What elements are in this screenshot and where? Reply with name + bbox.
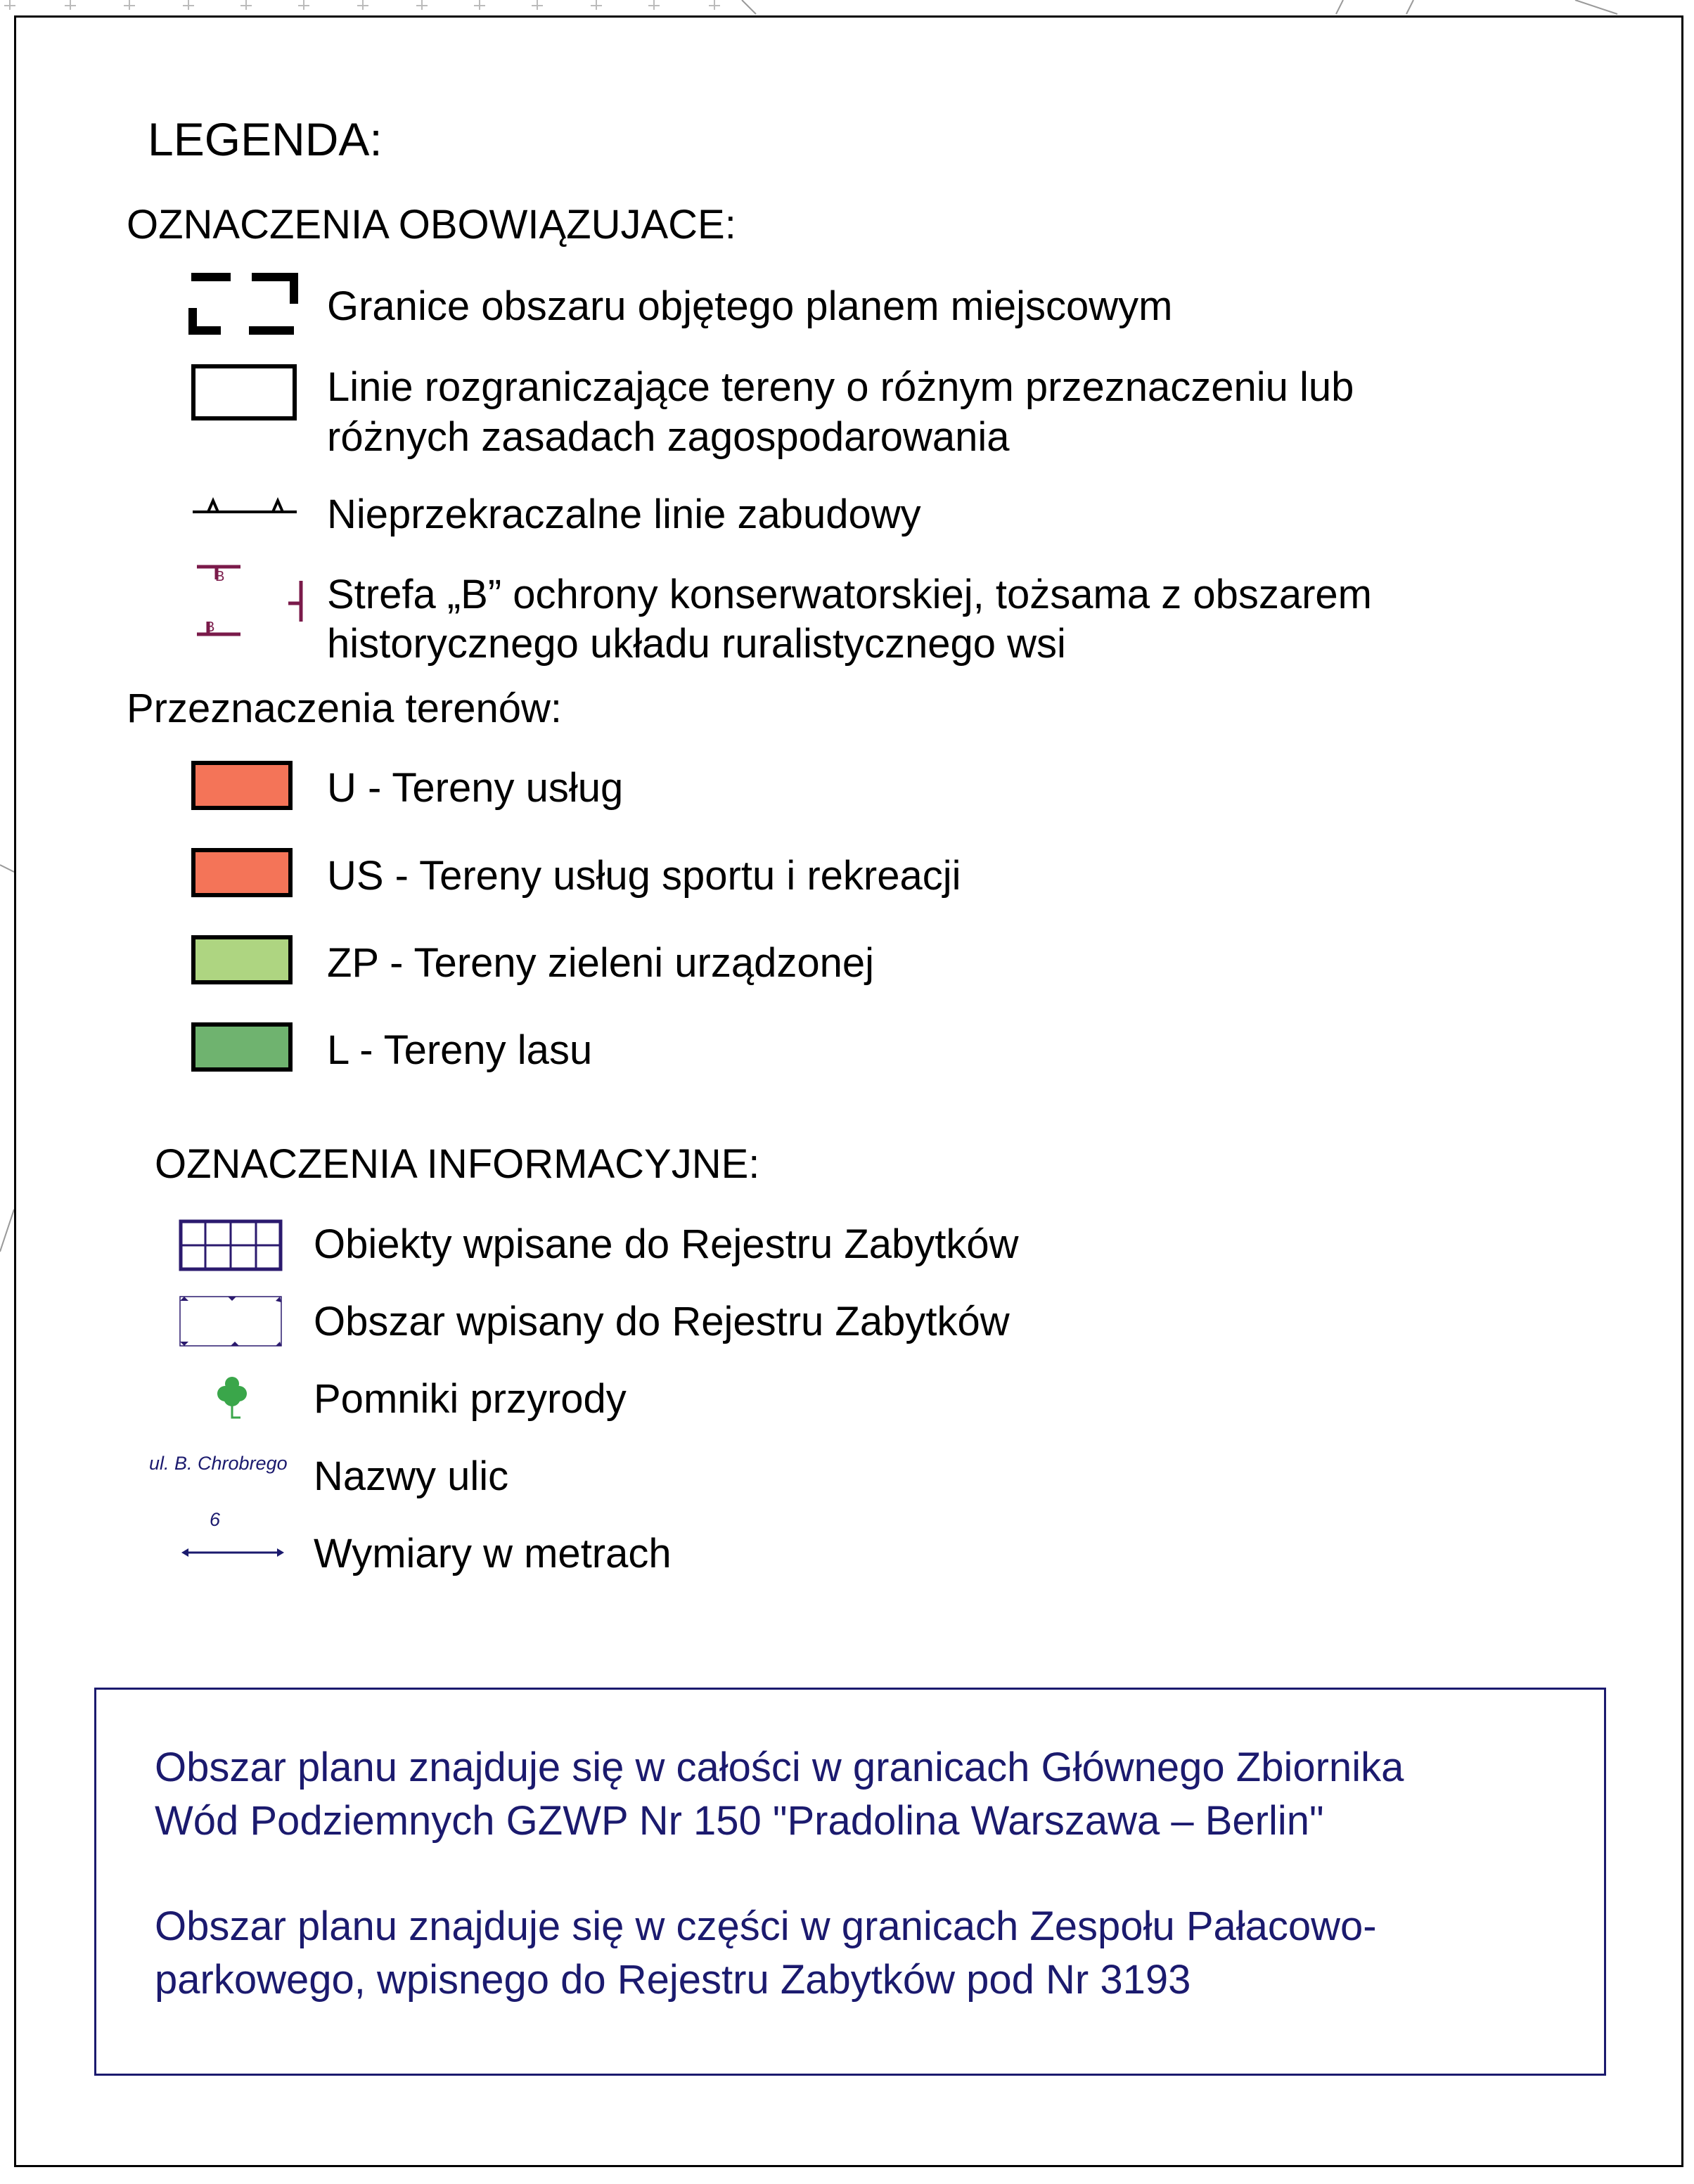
legend-item-green-areas: ZP - Tereny zieleni urządzonej — [327, 940, 875, 986]
legend-item-nature-monuments: Pomniki przyrody — [314, 1376, 627, 1422]
street-name-sample: ul. B. Chrobrego — [149, 1453, 288, 1474]
legend-item-demarcation-line-2: różnych zasadach zagospodarowania — [327, 414, 1010, 460]
legend-item-dimensions: Wymiary w metrach — [314, 1531, 672, 1576]
informational-heading: OZNACZENIA INFORMACYJNE: — [155, 1141, 760, 1187]
note-2-line-1: Obszar planu znajduje się w części w granicach Zespołu Pałacowo- — [155, 1903, 1377, 1949]
building-line-icon — [190, 492, 302, 520]
legend-title: LEGENDA: — [148, 113, 383, 165]
tree-icon — [212, 1373, 255, 1426]
legend-item-registered-objects: Obiekty wpisane do Rejestru Zabytków — [314, 1221, 1019, 1267]
legend-item-building-line: Nieprzekraczalne linie zabudowy — [327, 492, 921, 537]
plain-rectangle-icon — [191, 364, 297, 420]
dimension-arrow-icon — [180, 1546, 285, 1560]
grid-rectangle-icon — [179, 1219, 284, 1273]
svg-text:B: B — [215, 569, 225, 584]
dashed-boundary-icon — [188, 273, 301, 336]
legend-item-registered-area: Obszar wpisany do Rejestru Zabytków — [314, 1299, 1010, 1344]
legend-item-forest: L - Tereny lasu — [327, 1027, 593, 1073]
mandatory-heading: OZNACZENIA OBOWIĄZUJACE: — [127, 202, 736, 248]
legend-item-street-names: Nazwy ulic — [314, 1453, 509, 1499]
swatch-green-areas — [191, 935, 293, 984]
legend-item-plan-boundary: Granice obszaru objętego planem miejscowym — [327, 283, 1173, 329]
note-1-line-1: Obszar planu znajduje się w całości w granicach Głównego Zbiornika — [155, 1745, 1404, 1790]
land-use-heading: Przeznaczenia terenów: — [127, 686, 562, 731]
note-2-line-2: parkowego, wpisnego do Rejestru Zabytków pod Nr 3193 — [155, 1957, 1191, 2003]
swatch-services — [191, 761, 293, 810]
registered-area-icon — [179, 1295, 284, 1349]
swatch-sport-services — [191, 848, 293, 897]
legend-item-demarcation-line-1: Linie rozgraniczające tereny o różnym przeznaczeniu lub — [327, 364, 1354, 410]
conservation-zone-icon — [190, 561, 309, 645]
legend-item-services: U - Tereny usług — [327, 765, 624, 811]
note-1-line-2: Wód Podziemnych GZWP Nr 150 "Pradolina Warszawa – Berlin" — [155, 1798, 1324, 1844]
dimension-sample-value: 6 — [210, 1509, 221, 1530]
svg-text:B: B — [205, 619, 215, 635]
legend-item-conservation-zone-2: historycznego układu ruralistycznego wsi — [327, 621, 1066, 667]
legend-item-conservation-zone-1: Strefa „B” ochrony konserwatorskiej, tożsama z obszarem — [327, 572, 1372, 617]
swatch-forest — [191, 1022, 293, 1072]
legend-item-sport-services: US - Tereny usług sportu i rekreacji — [327, 853, 961, 899]
